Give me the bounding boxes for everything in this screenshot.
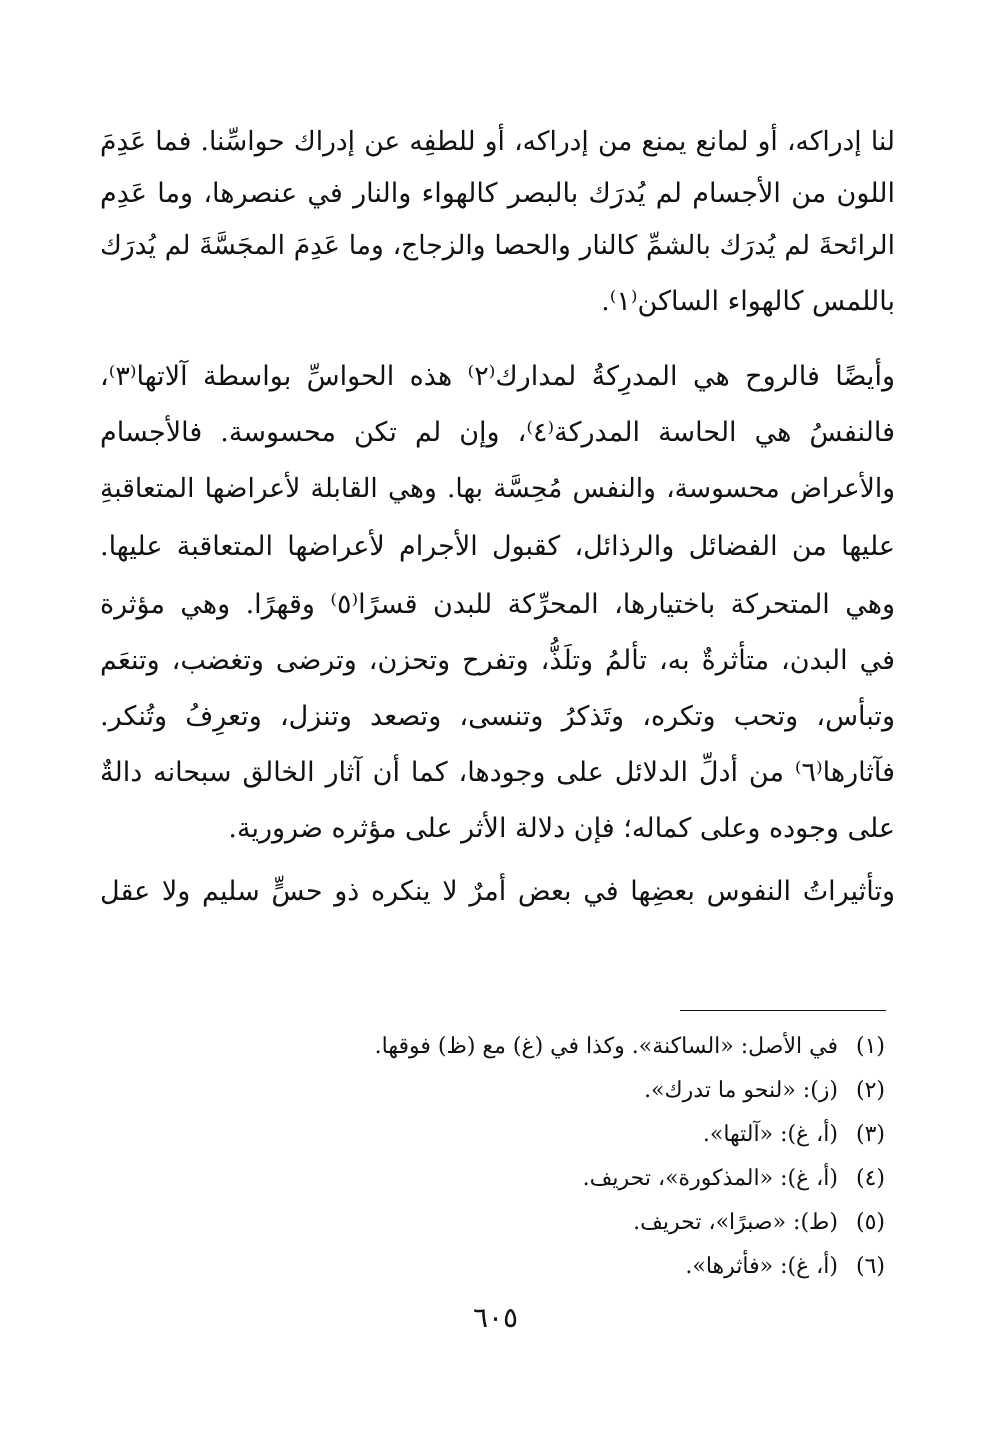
footnote-separator: [680, 1010, 886, 1011]
footnote-number: (١): [855, 1034, 885, 1059]
footnote-text: (ز): «لنحو ما تدرك».: [644, 1078, 838, 1103]
text-line: وتبأس، وتحب وتكره، وتَذكرُ وتنسى، وتصعد وتنزل، وتعرِفُ وتُنكر.: [100, 701, 895, 732]
footnote-text: في الأصل: «الساكنة». وكذا في (غ) مع (ظ) فوقها.: [374, 1034, 838, 1059]
text-line: وتأثيراتُ النفوس بعضِها في بعض أمرٌ لا ينكره ذو حسٍّ سليم ولا عقل: [100, 876, 895, 907]
footnote-number: (٣): [855, 1122, 885, 1147]
paragraph-1: [100, 120, 895, 317]
text-line: فالنفسُ هي الحاسة المدركة⁽٤⁾، وإن لم تكن محسوسة. فالأجسام: [100, 417, 895, 448]
footnote-text: (أ، غ): «فأثرها».: [685, 1254, 838, 1279]
footnote-item: [644, 1076, 885, 1106]
footnote-text: (أ، غ): «آلتها».: [702, 1122, 838, 1147]
footnote-number: (٢): [855, 1078, 885, 1103]
footnote-number: (٥): [855, 1210, 885, 1235]
footnote-number: (٦): [855, 1254, 885, 1279]
text-line: على وجوده وعلى كماله؛ فإن دلالة الأثر على مؤثره ضرورية.: [228, 813, 895, 844]
text-line: عليها من الفضائل والرذائل، كقبول الأجرام لأعراضها المتعاقبة عليها.: [100, 531, 895, 562]
text-line: الرائحةَ لم يُدرَك بالشمِّ كالنار والحصا والزجاج، وما عَدِمَ المجَسَّةَ لم يُدرَك: [100, 230, 895, 261]
text-line: اللون من الأجسام لم يُدرَك بالبصر كالهواء والنار في عنصرها، وما عَدِم: [100, 178, 895, 209]
text-line: والأعراض محسوسة، والنفس مُحِسَّة بها. وهي القابلة لأعراضها المتعاقبةِ: [100, 473, 895, 504]
footnote-item: [375, 1032, 885, 1062]
paragraph-2: [100, 355, 895, 844]
text-line: باللمس كالهواء الساكن⁽١⁾.: [601, 286, 895, 317]
footnote-item: [703, 1120, 885, 1150]
text-line: لنا إدراكه، أو لمانع يمنع من إدراكه، أو للطفِه عن إدراك حواسِّنا. فما عَدِمَ: [100, 126, 895, 157]
footnote-item: [685, 1252, 885, 1282]
page-number: ٦٠٥: [472, 1301, 519, 1334]
footnote-number: (٤): [855, 1166, 885, 1191]
footnote-item: [583, 1164, 885, 1194]
text-line: فآثارها⁽٦⁾ من أدلِّ الدلائل على وجودها، كما أن آثار الخالق سبحانه دالةٌ: [100, 757, 895, 788]
footnote-text: (أ، غ): «المذكورة»، تحريف.: [582, 1166, 838, 1191]
text-line: في البدن، متأثرةٌ به، تألمُ وتلَذُّ، وتفرح وتحزن، وترضى وتغضب، وتنعَم: [100, 645, 895, 676]
paragraph-3: [100, 870, 895, 920]
footnote-text: (ط): «صبرًا»، تحريف.: [633, 1210, 838, 1235]
footnote-item: [633, 1208, 885, 1238]
text-line: وأيضًا فالروح هي المدرِكةُ لمدارك⁽٢⁾ هذه الحواسِّ بواسطة آلاتها⁽٣⁾،: [100, 361, 895, 392]
footnotes: [185, 1032, 885, 1292]
text-line: وهي المتحركة باختيارها، المحرِّكة للبدن قسرًا⁽٥⁾ وقهرًا. وهي مؤثرة: [100, 589, 895, 620]
